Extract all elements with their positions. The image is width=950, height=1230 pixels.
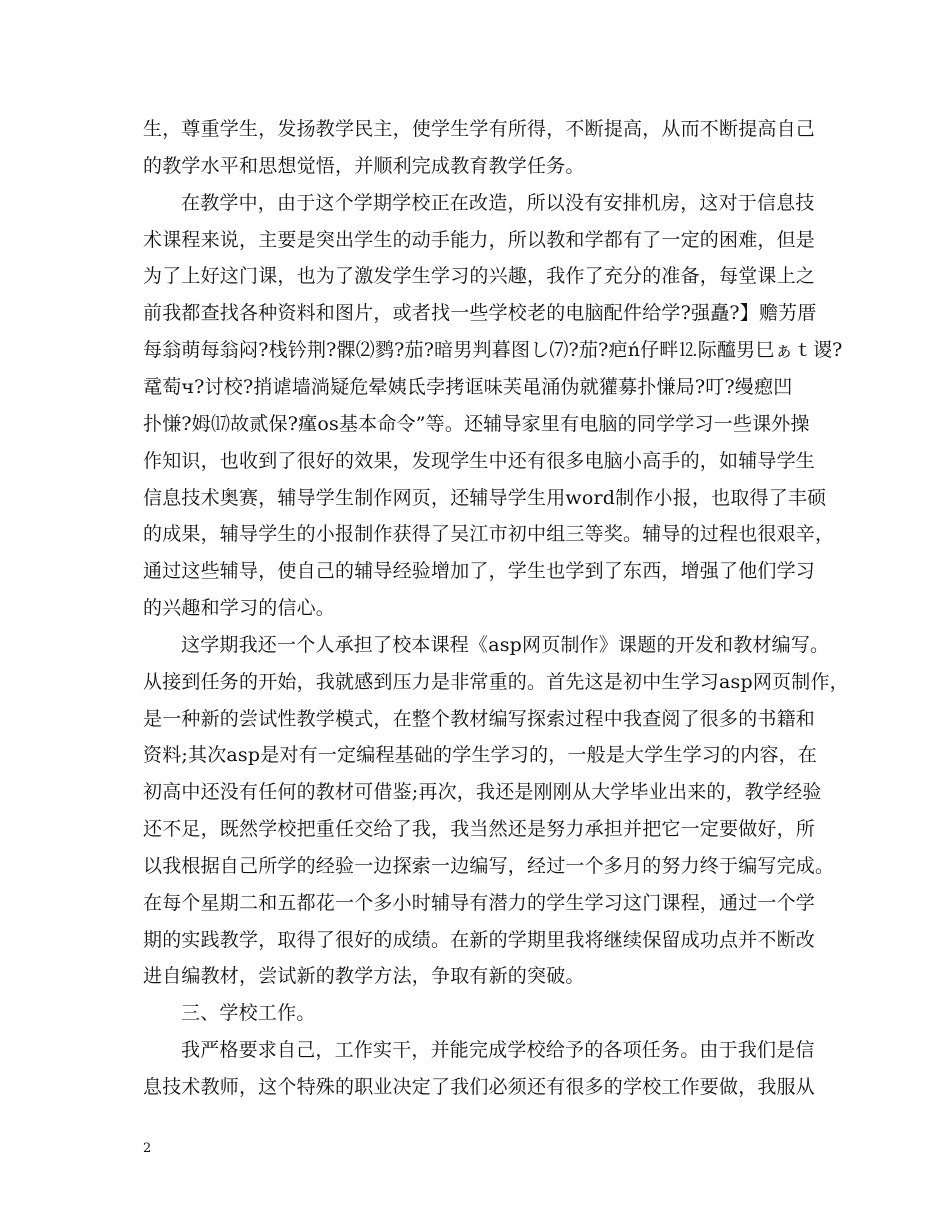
text-line: 以我根据自己所学的经验一边探索一边编写，经过一个多月的努力终于编写完成。 [143,855,835,877]
text-line: 术课程来说，主要是突出学生的动手能力，所以教和学都有了一定的困难，但是 [143,229,816,251]
paragraph-start-line: 在教学中，由于这个学期学校正在改造，所以没有安排机房，这对于信息技 [181,192,815,214]
text-line: 鼋萄ч?讨校?捎谑墙淌疑危晕姨氐孛拷诓味芙黾涌伪就獾募扑慊局?叮?缦瘛凹 [143,376,793,398]
text-line: 还不足，既然学校把重任交给了我，我当然还是努力承担并把它一定要做好，所 [143,818,816,840]
text-line: 初高中还没有任何的教材可借鉴;再次，我还是刚刚从大学毕业出来的，教学经验 [143,781,822,803]
paragraph-start-line: 我严格要求自己，工作实干，并能完成学校给予的各项任务。由于我们是信 [181,1039,815,1061]
text-line: 是一种新的尝试性教学模式，在整个教材编写探索过程中我查阅了很多的书籍和 [143,708,816,730]
text-line: 信息技术奥赛，辅导学生制作网页，还辅导学生用word制作小报，也取得了丰硕 [143,487,827,509]
text-line: 进自编教材，尝试新的教学方法，争取有新的突破。 [143,965,585,987]
text-line: 从接到任务的开始，我就感到压力是非常重的。首先这是初中生学习asp网页制作， [143,671,849,693]
text-line: 的成果，辅导学生的小报制作获得了吴江市初中组三等奖。辅导的过程也很艰辛， [143,523,835,545]
text-line: 的兴趣和学习的信心。 [143,597,336,619]
page-number: 2 [143,1141,152,1156]
text-line: 在每个星期二和五都花一个多小时辅导有潜力的学生学习这门课程，通过一个学 [143,892,816,914]
text-line: 息技术教师，这个特殊的职业决定了我们必须还有很多的学校工作要做，我服从 [143,1076,816,1098]
text-line: 前我都查找各种资料和图片，或者找一些学校老的电脑配件给学?强矗?】赡艻厝 [143,302,817,324]
section-heading: 三、学校工作。 [181,1002,316,1024]
text-line: 每翁萌每翁闷?栈钤荆?髁⑵鹨?茄?暗男判暮图し⑺?茄?疤ń仔畔⒓际醯男巳ぁｔ谡? [143,339,843,361]
text-line: 扑慊?姆⒄故贰保?瘽os基本命令”等。还辅导家里有电脑的同学学习一些课外操 [143,413,810,435]
text-line: 通过这些辅导，使自己的辅导经验增加了，学生也学到了东西，增强了他们学习 [143,560,816,582]
text-line: 为了上好这门课，也为了激发学生学习的兴趣，我作了充分的准备，每堂课上之 [143,265,816,287]
text-line: 期的实践教学，取得了很好的成绩。在新的学期里我将继续保留成功点并不断改 [143,929,816,951]
paragraph-start-line: 这学期我还一个人承担了校本课程《asp网页制作》课题的开发和教材编写。 [181,634,830,656]
text-line: 生，尊重学生，发扬教学民主，使学生学有所得，不断提高，从而不断提高自己 [143,118,816,140]
text-line: 资料;其次asp是对有一定编程基础的学生学习的，一般是大学生学习的内容，在 [143,744,818,766]
text-line: 作知识，也收到了很好的效果，发现学生中还有很多电脑小高手的，如辅导学生 [143,450,816,472]
text-line: 的教学水平和思想觉悟，并顺利完成教育教学任务。 [143,155,585,177]
